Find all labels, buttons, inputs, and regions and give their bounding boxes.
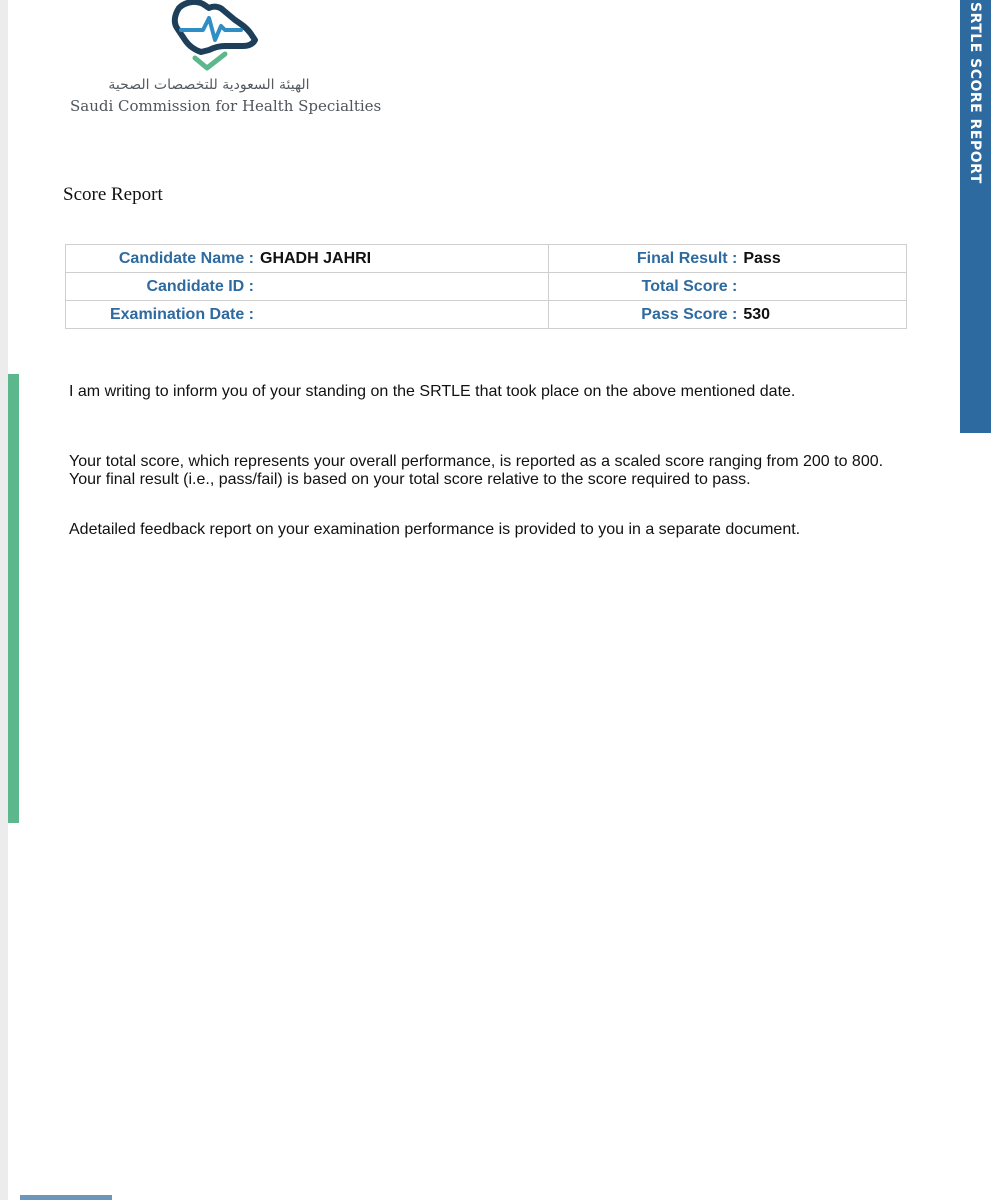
score-report-page xyxy=(8,0,999,1200)
standing-paragraph: I am writing to inform you of your standing on the SRTLE that took place on the above mentioned date. xyxy=(69,383,796,400)
bottom-edge-mark xyxy=(20,1195,112,1200)
table-row xyxy=(66,301,907,329)
pass-score-cell xyxy=(549,301,907,329)
table-row xyxy=(66,273,907,301)
green-accent-bar xyxy=(8,374,19,823)
total-score-label: Total Score : xyxy=(641,277,738,295)
organization-name-arabic: الهيئة السعودية للتخصصات الصحية xyxy=(108,77,310,93)
examination-date-cell xyxy=(66,301,549,329)
candidate-id-cell xyxy=(66,273,549,301)
candidate-id-label: Candidate ID : xyxy=(146,277,254,295)
examination-date-label: Examination Date : xyxy=(109,305,254,323)
score-explanation-paragraph: Your total score, which represents your overall performance, is reported as a scaled score ranging from 200 to 800. Your final result (i.e., pass/fail) is based on your total score relative to the score required to pass. xyxy=(69,453,884,488)
report-title: Score Report xyxy=(63,184,163,205)
total-score-cell xyxy=(549,273,907,301)
final-result-value: Pass xyxy=(743,249,781,267)
saudi-map-heartbeat-check-logo-icon xyxy=(165,0,259,72)
table-row xyxy=(66,245,907,273)
candidate-name-cell xyxy=(66,245,549,273)
candidate-name-label: Candidate Name : xyxy=(118,249,254,267)
organization-name-english: Saudi Commission for Health Specialties xyxy=(70,97,382,115)
candidate-name-value: GHADH JAHRI xyxy=(260,249,372,267)
final-result-cell xyxy=(549,245,907,273)
feedback-paragraph: Adetailed feedback report on your examination performance is provided to you in a separate document. xyxy=(69,521,801,538)
sidebar-label: SRTLE SCORE REPORT xyxy=(967,2,983,184)
pass-score-label: Pass Score : xyxy=(641,305,738,323)
candidate-info-table xyxy=(65,244,907,329)
pass-score-value: 530 xyxy=(743,305,771,323)
final-result-label: Final Result : xyxy=(636,249,738,267)
